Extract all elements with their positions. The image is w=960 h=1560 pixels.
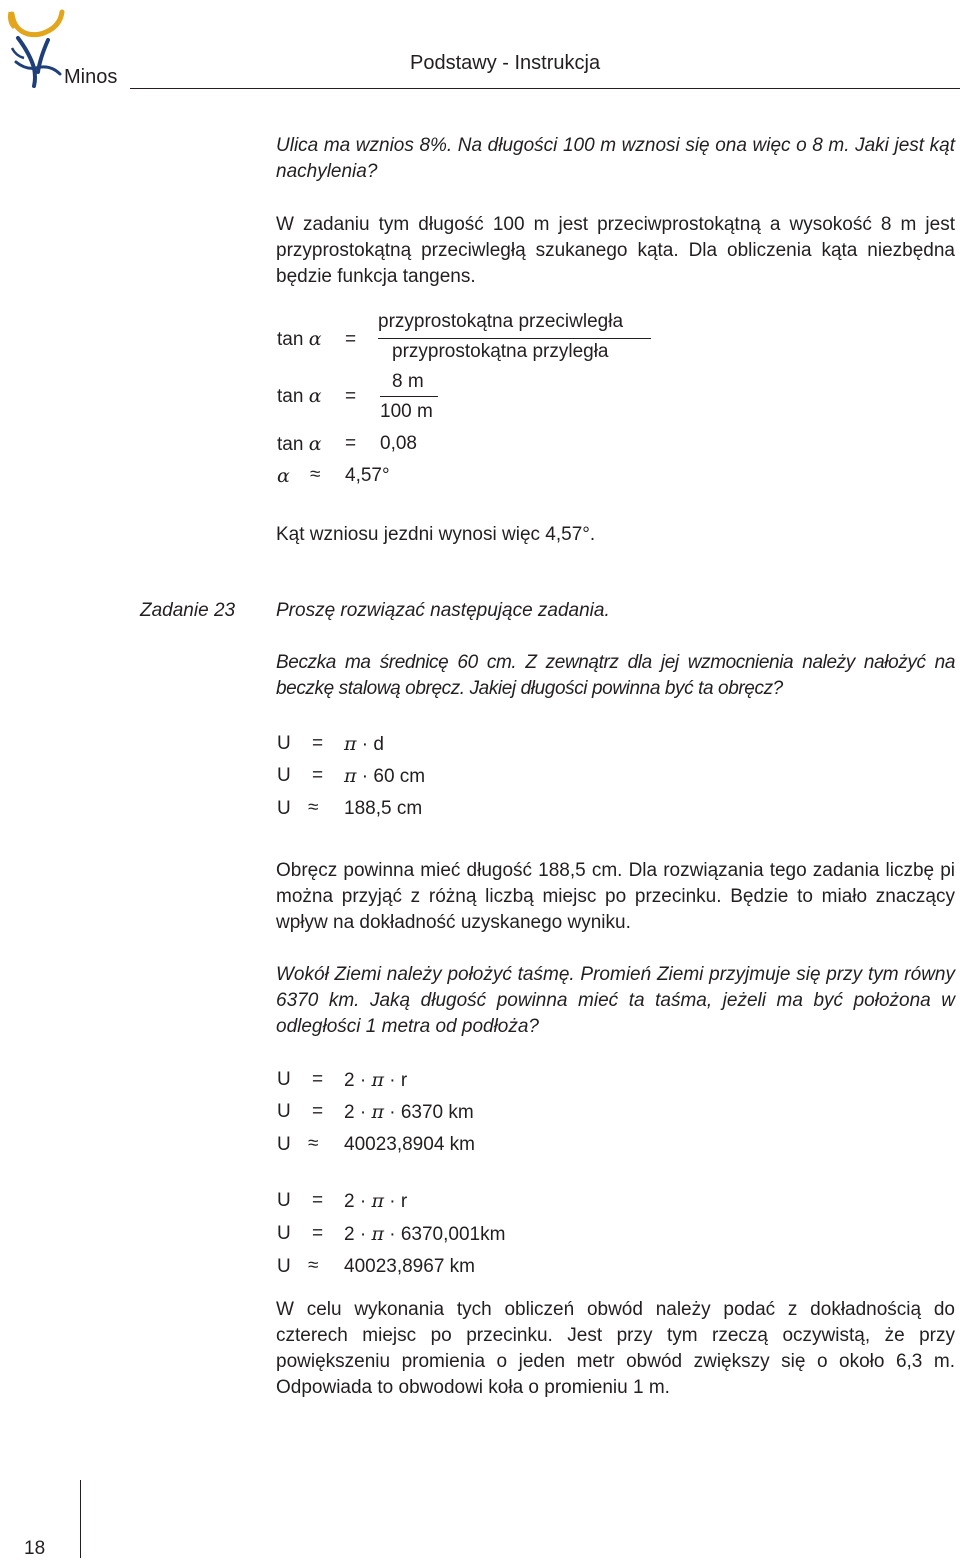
calc1-row3: U: [277, 798, 291, 819]
page-number: 18: [24, 1538, 46, 1559]
calc2-row3-rhs: 40023,8904 km: [344, 1134, 475, 1155]
eq4-approx: ≈: [310, 464, 321, 485]
eq1-denominator: przyprostokątna przyległa: [392, 341, 609, 362]
calc2-row3-approx: ≈: [308, 1133, 319, 1154]
brand-name: Minos: [64, 66, 118, 88]
calc3-row3: U: [277, 1256, 291, 1277]
calc3-row2: U: [277, 1223, 291, 1244]
eq1-lhs: tan α: [277, 328, 322, 350]
eq3-value: 0,08: [380, 433, 417, 454]
problem-question: Ulica ma wznios 8%. Na długości 100 m wznosi się ona więc o 8 m. Jaki jest kąt nachylenia?: [276, 135, 955, 182]
eq1-equals: =: [345, 329, 357, 350]
problem-answer: Kąt wzniosu jezdni wynosi więc 4,57°.: [276, 524, 596, 545]
calc2-row2-rhs: 2 · π · 6370 km: [344, 1101, 474, 1123]
calc3-row1-eq: =: [312, 1190, 324, 1211]
eq2-fraction-bar: [380, 396, 438, 397]
calc1-row1: U: [277, 733, 291, 754]
answer-barrel: Obręcz powinna mieć długość 188,5 cm. Dla rozwiązania tego zadania liczbę pi można przyjąć z różną liczbą miejsc po przecinku. Będzie to miało znaczący wpływ na dokładność uzyskanego wyniku.: [276, 860, 955, 933]
calc3-row1-rhs: 2 · π · r: [344, 1190, 408, 1212]
calc1-row2-rhs: π · 60 cm: [344, 765, 426, 787]
calc2-row2: U: [277, 1101, 291, 1122]
eq2-equals: =: [345, 386, 357, 407]
calc1-row3-approx: ≈: [308, 797, 319, 818]
eq2-numerator: 8 m: [392, 371, 424, 392]
eq1-fraction-bar: [378, 338, 651, 339]
calc2-row3: U: [277, 1134, 291, 1155]
problem-explanation: W zadaniu tym długość 100 m jest przeciwprostokątną a wysokość 8 m jest przyprostokątną przeciwległą szukanego kąta. Dla obliczenia kąta niezbędna będzie funkcja tangens.: [276, 214, 955, 287]
eq3-lhs: tan α: [277, 433, 322, 455]
eq2-lhs: tan α: [277, 385, 322, 407]
question-barrel: Beczka ma średnicę 60 cm. Z zewnątrz dla jej wzmocnienia należy nałożyć na beczkę stalową obręcz. Jakiej długości powinna być ta obręcz?: [276, 652, 955, 699]
eq4-alpha: α: [277, 465, 290, 487]
eq1-numerator: przyprostokątna przeciwległa: [378, 311, 624, 332]
calc3-row2-rhs: 2 · π · 6370,001km: [344, 1223, 506, 1245]
calc3-row3-approx: ≈: [308, 1255, 319, 1276]
calc1-row2: U: [277, 765, 291, 786]
eq4-value: 4,57°: [345, 465, 390, 486]
logo: [4, 8, 70, 90]
calc1-row1-rhs: π · d: [344, 733, 384, 755]
eq3-equals: =: [345, 433, 357, 454]
calc1-row3-rhs: 188,5 cm: [344, 798, 423, 819]
calc2-row1: U: [277, 1069, 291, 1090]
calc3-row3-rhs: 40023,8967 km: [344, 1256, 475, 1277]
calc2-row2-eq: =: [312, 1101, 324, 1122]
calc2-row1-rhs: 2 · π · r: [344, 1069, 408, 1091]
header-rule: [130, 88, 960, 89]
calc1-row1-eq: =: [312, 733, 324, 754]
calc1-row2-eq: =: [312, 765, 324, 786]
answer-earth: W celu wykonania tych obliczeń obwód należy podać z dokładnością do czterech miejsc po przecinku. Jest przy tym rzeczą oczywistą, że przy powiększeniu promienia o jeden metr obwód zwiększy się o około 6,3 m. Odpowiada to obwodowi koła o promieniu 1 m.: [276, 1299, 955, 1398]
task-label: Zadanie 23: [140, 600, 236, 621]
task-intro: Proszę rozwiązać następujące zadania.: [276, 600, 610, 621]
question-earth: Wokół Ziemi należy położyć taśmę. Promień Ziemi przyjmuje się przy tym równy 6370 km. Jaką długość powinna mieć ta taśma, jeżeli ma być położona w odległości 1 metra od podłoża?: [276, 964, 955, 1037]
eq2-denominator: 100 m: [380, 401, 433, 422]
calc2-row1-eq: =: [312, 1069, 324, 1090]
footer-rule: [80, 1480, 81, 1558]
calc3-row2-eq: =: [312, 1223, 324, 1244]
document-title: Podstawy - Instrukcja: [410, 52, 601, 74]
calc3-row1: U: [277, 1190, 291, 1211]
